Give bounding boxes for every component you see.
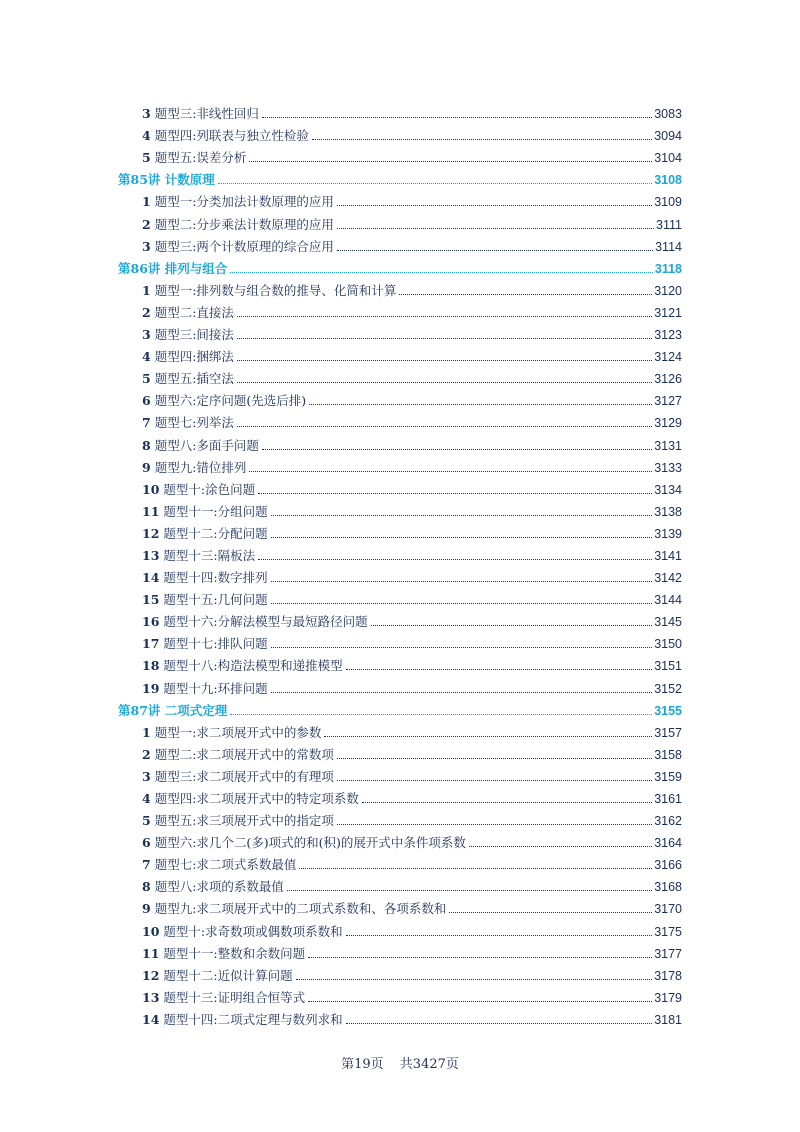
toc-item-entry[interactable] — [118, 608, 682, 630]
toc-entry-title: 题型二:分步乘法计数原理的应用 — [154, 216, 334, 232]
toc-entry-title: 计数原理 — [164, 172, 215, 188]
toc-dot-leader — [258, 558, 652, 560]
toc-dot-leader — [346, 1022, 653, 1024]
toc-entry-label — [142, 946, 308, 962]
toc-entry-title: 题型三:非线性回归 — [154, 106, 259, 122]
toc-dot-leader — [337, 823, 652, 825]
toc-entry-title: 题型五:插空法 — [154, 371, 234, 387]
toc-entry-title: 题型十一:整数和余数问题 — [163, 945, 306, 961]
toc-entry-title: 题型十四:数字排列 — [163, 570, 268, 586]
toc-item-entry[interactable] — [118, 520, 682, 542]
toc-item-entry[interactable] — [118, 564, 682, 586]
toc-item-entry[interactable] — [118, 343, 682, 365]
current-page-number: 第19页 — [341, 1057, 384, 1072]
toc-entry-page: 3145 — [654, 615, 682, 630]
toc-entry-label — [142, 106, 262, 122]
toc-entry-page: 3094 — [654, 129, 682, 144]
toc-item-entry[interactable] — [118, 741, 682, 763]
toc-item-entry[interactable] — [118, 476, 682, 498]
toc-entry-label — [142, 327, 237, 343]
toc-entry-number: 19 — [142, 680, 160, 696]
toc-item-entry[interactable] — [118, 321, 682, 343]
toc-entry-number: 第87讲 — [118, 702, 161, 718]
toc-dot-leader — [218, 182, 652, 184]
toc-entry-label — [142, 813, 337, 829]
toc-entry-page: 3150 — [654, 637, 682, 652]
toc-item-entry[interactable] — [118, 674, 682, 696]
toc-entry-title: 题型八:求项的系数最值 — [154, 879, 284, 895]
toc-entry-title: 题型六:求几个二(多)项式的和(积)的展开式中条件项系数 — [154, 835, 466, 851]
toc-entry-page: 3141 — [654, 548, 682, 563]
toc-entry-page: 3161 — [654, 792, 682, 806]
toc-entry-title: 题型十一:分组问题 — [163, 503, 268, 519]
toc-entry-title: 题型十六:分解法模型与最短路径问题 — [163, 614, 368, 630]
toc-entry-label — [118, 261, 230, 277]
toc-chapter-entry[interactable] — [118, 255, 682, 277]
toc-entry-title: 题型十八:构造法模型和递推模型 — [163, 658, 343, 674]
toc-dot-leader — [271, 514, 653, 516]
total-page-count: 共3427页 — [399, 1057, 459, 1072]
toc-entry-number: 3 — [142, 106, 151, 122]
toc-entry-label — [142, 990, 308, 1006]
toc-item-entry[interactable] — [118, 277, 682, 299]
toc-entry-page: 3151 — [654, 659, 682, 674]
table-of-contents — [118, 100, 682, 1028]
toc-entry-page: 3108 — [654, 173, 682, 188]
toc-entry-label — [142, 791, 362, 807]
toc-entry-number: 第86讲 — [118, 260, 161, 276]
toc-entry-label — [142, 349, 237, 365]
toc-entry-label — [142, 592, 271, 608]
toc-entry-page: 3138 — [654, 504, 682, 519]
toc-dot-leader — [258, 492, 652, 494]
toc-item-entry[interactable] — [118, 431, 682, 453]
toc-item-entry[interactable] — [118, 387, 682, 409]
toc-dot-leader — [237, 425, 652, 427]
toc-entry-label — [142, 526, 271, 542]
toc-entry-label — [142, 747, 337, 763]
toc-item-entry[interactable] — [118, 299, 682, 321]
toc-dot-leader — [287, 889, 652, 891]
toc-dot-leader — [230, 713, 652, 715]
toc-dot-leader — [262, 116, 652, 118]
toc-entry-title: 题型三:两个计数原理的综合应用 — [154, 238, 334, 254]
toc-entry-number: 7 — [142, 415, 151, 431]
toc-entry-page: 3134 — [654, 482, 682, 497]
toc-entry-title: 题型九:求二项展开式中的二项式系数和、各项系数和 — [154, 901, 447, 917]
toc-dot-leader — [271, 580, 653, 582]
toc-entry-title: 排列与组合 — [164, 260, 228, 276]
toc-entry-title: 题型五:求三项展开式中的指定项 — [154, 813, 334, 829]
toc-entry-label — [142, 879, 287, 895]
toc-entry-label — [142, 482, 258, 498]
toc-entry-page: 3142 — [654, 571, 682, 586]
toc-dot-leader — [237, 359, 652, 361]
toc-entry-number: 14 — [142, 1011, 160, 1027]
toc-entry-page: 3124 — [654, 350, 682, 365]
toc-entry-number: 3 — [142, 238, 151, 254]
toc-item-entry[interactable] — [118, 454, 682, 476]
toc-dot-leader — [262, 448, 652, 450]
toc-entry-number: 8 — [142, 879, 151, 895]
toc-item-entry[interactable] — [118, 652, 682, 674]
toc-entry-page: 3162 — [654, 814, 682, 829]
toc-entry-page: 3123 — [654, 328, 682, 343]
toc-entry-number: 2 — [142, 304, 151, 320]
toc-item-entry[interactable] — [118, 188, 682, 210]
toc-entry-number: 10 — [142, 481, 160, 497]
toc-entry-label — [142, 924, 346, 940]
toc-entry-page: 3126 — [654, 372, 682, 387]
toc-entry-number: 10 — [142, 923, 160, 939]
toc-entry-title: 题型八:多面手问题 — [154, 437, 259, 453]
toc-entry-page: 3144 — [654, 593, 682, 608]
toc-entry-number: 14 — [142, 570, 160, 586]
toc-dot-leader — [237, 381, 652, 383]
page-footer — [0, 1053, 800, 1072]
toc-entry-number: 13 — [142, 547, 160, 563]
toc-item-entry[interactable] — [118, 851, 682, 873]
toc-entry-label — [142, 968, 296, 984]
toc-entry-title: 题型四:求二项展开式中的特定项系数 — [154, 791, 359, 806]
toc-item-entry[interactable] — [118, 144, 682, 166]
toc-item-entry[interactable] — [118, 962, 682, 984]
toc-entry-page: 3168 — [654, 880, 682, 895]
toc-entry-number: 2 — [142, 746, 151, 762]
toc-entry-number: 5 — [142, 150, 151, 166]
toc-item-entry[interactable] — [118, 895, 682, 917]
toc-entry-number: 18 — [142, 658, 160, 674]
toc-entry-number: 5 — [142, 813, 151, 829]
toc-item-entry[interactable] — [118, 785, 682, 807]
toc-entry-number: 13 — [142, 989, 160, 1005]
toc-entry-label — [142, 217, 337, 233]
toc-entry-page: 3157 — [654, 725, 682, 740]
toc-item-entry[interactable] — [118, 829, 682, 851]
toc-entry-title: 题型一:排列数与组合数的推导、化简和计算 — [154, 282, 397, 298]
toc-entry-title: 题型十五:几何问题 — [163, 592, 268, 608]
toc-entry-title: 二项式定理 — [164, 702, 228, 718]
toc-entry-number: 12 — [142, 967, 160, 983]
toc-entry-label — [142, 901, 449, 917]
toc-entry-page: 3083 — [654, 107, 682, 122]
toc-entry-title: 题型七:求二项式系数最值 — [154, 857, 297, 873]
toc-entry-label — [142, 415, 237, 431]
toc-entry-title: 题型十:涂色问题 — [163, 481, 256, 497]
toc-item-entry[interactable] — [118, 940, 682, 962]
toc-entry-title: 题型十七:排队问题 — [163, 636, 268, 652]
toc-chapter-entry[interactable] — [118, 166, 682, 188]
toc-dot-leader — [449, 911, 652, 913]
toc-entry-page: 3129 — [654, 416, 682, 431]
toc-entry-title: 题型十二:近似计算问题 — [163, 967, 293, 983]
toc-entry-page: 3114 — [655, 239, 682, 254]
toc-entry-number: 8 — [142, 437, 151, 453]
toc-entry-label — [142, 857, 299, 873]
toc-entry-number: 9 — [142, 459, 151, 475]
toc-entry-title: 题型十九:环排问题 — [163, 680, 268, 696]
toc-entry-number: 12 — [142, 525, 160, 541]
toc-dot-leader — [399, 293, 652, 295]
toc-entry-title: 题型十:求奇数项或偶数项系数和 — [163, 923, 343, 939]
toc-entry-title: 题型十三:隔板法 — [163, 547, 256, 563]
toc-dot-leader — [337, 779, 652, 781]
toc-dot-leader — [237, 337, 652, 339]
toc-item-entry[interactable] — [118, 807, 682, 829]
toc-entry-title: 题型二:直接法 — [154, 304, 234, 320]
toc-entry-label — [118, 172, 218, 188]
toc-item-entry[interactable] — [118, 100, 682, 122]
toc-entry-page: 3170 — [654, 902, 682, 917]
toc-dot-leader — [271, 602, 653, 604]
toc-entry-page: 3175 — [654, 924, 682, 939]
toc-entry-label — [142, 769, 337, 785]
toc-entry-page: 3104 — [654, 151, 682, 166]
toc-item-entry[interactable] — [118, 917, 682, 939]
toc-entry-page: 3164 — [654, 836, 682, 851]
toc-dot-leader — [296, 978, 653, 980]
toc-entry-label — [118, 703, 230, 719]
toc-item-entry[interactable] — [118, 233, 682, 255]
toc-item-entry[interactable] — [118, 719, 682, 741]
toc-entry-page: 3166 — [654, 858, 682, 873]
toc-entry-label — [142, 393, 309, 409]
toc-entry-title: 题型一:求二项展开式中的参数 — [154, 724, 322, 740]
toc-entry-number: 7 — [142, 857, 151, 873]
toc-entry-title: 题型十二:分配问题 — [163, 525, 268, 541]
toc-entry-page: 3179 — [654, 990, 682, 1005]
toc-dot-leader — [308, 1000, 652, 1002]
toc-entry-title: 题型五:误差分析 — [154, 150, 247, 166]
toc-entry-number: 1 — [142, 724, 151, 740]
toc-item-entry[interactable] — [118, 122, 682, 144]
toc-entry-label — [142, 305, 237, 321]
toc-item-entry[interactable] — [118, 984, 682, 1006]
toc-dot-leader — [309, 403, 652, 405]
toc-entry-label — [142, 371, 237, 387]
toc-dot-leader — [249, 470, 652, 472]
toc-entry-page: 3118 — [654, 261, 682, 276]
toc-entry-title: 题型七:列举法 — [154, 415, 234, 431]
toc-entry-number: 4 — [142, 128, 151, 144]
toc-dot-leader — [324, 735, 652, 737]
toc-entry-title: 题型十四:二项式定理与数列求和 — [163, 1011, 343, 1027]
toc-item-entry[interactable] — [118, 409, 682, 431]
toc-entry-number: 16 — [142, 614, 160, 630]
toc-entry-page: 3131 — [654, 438, 682, 453]
toc-entry-title: 题型三:求二项展开式中的有理项 — [154, 768, 334, 784]
toc-entry-number: 11 — [142, 503, 160, 519]
toc-entry-page: 3177 — [654, 946, 682, 961]
toc-entry-page: 3133 — [654, 460, 682, 475]
toc-entry-number: 2 — [142, 216, 151, 232]
toc-item-entry[interactable] — [118, 210, 682, 232]
toc-entry-title: 题型二:求二项展开式中的常数项 — [154, 746, 334, 762]
toc-entry-page: 3120 — [654, 283, 682, 298]
toc-entry-label — [142, 570, 271, 586]
toc-entry-page: 3139 — [654, 526, 682, 541]
toc-entry-number: 第85讲 — [118, 172, 161, 188]
toc-dot-leader — [271, 691, 653, 693]
toc-item-entry[interactable] — [118, 498, 682, 520]
toc-dot-leader — [249, 160, 652, 162]
toc-dot-leader — [371, 624, 653, 626]
toc-dot-leader — [337, 757, 652, 759]
toc-entry-label — [142, 658, 346, 674]
toc-entry-label — [142, 128, 312, 144]
toc-entry-label — [142, 548, 258, 564]
toc-item-entry[interactable] — [118, 630, 682, 652]
toc-entry-title: 题型四:捆绑法 — [154, 349, 234, 365]
toc-entry-label — [142, 636, 271, 652]
toc-entry-label — [142, 835, 469, 851]
toc-entry-page: 3158 — [654, 747, 682, 762]
toc-entry-number: 3 — [142, 327, 151, 343]
toc-entry-number: 6 — [142, 835, 151, 851]
toc-entry-number: 1 — [142, 194, 151, 210]
toc-entry-page: 3178 — [654, 968, 682, 983]
toc-entry-label — [142, 725, 324, 741]
toc-item-entry[interactable] — [118, 1006, 682, 1028]
toc-entry-label — [142, 460, 249, 476]
toc-item-entry[interactable] — [118, 542, 682, 564]
toc-entry-label — [142, 150, 249, 166]
toc-entry-page: 3155 — [654, 703, 682, 718]
toc-entry-page: 3109 — [654, 195, 682, 210]
toc-entry-label — [142, 194, 337, 210]
toc-dot-leader — [230, 271, 653, 273]
toc-entry-label — [142, 614, 371, 630]
toc-entry-page: 3121 — [654, 305, 682, 320]
toc-dot-leader — [337, 249, 653, 251]
toc-entry-number: 4 — [142, 791, 151, 806]
toc-entry-title: 题型三:间接法 — [154, 327, 234, 343]
toc-entry-label — [142, 283, 399, 299]
toc-dot-leader — [308, 956, 652, 958]
toc-item-entry[interactable] — [118, 586, 682, 608]
toc-entry-number: 5 — [142, 371, 151, 387]
toc-dot-leader — [346, 934, 653, 936]
toc-entry-label — [142, 504, 271, 520]
toc-item-entry[interactable] — [118, 873, 682, 895]
toc-entry-number: 4 — [142, 349, 151, 365]
toc-dot-leader — [337, 204, 652, 206]
toc-entry-title: 题型四:列联表与独立性检验 — [154, 128, 309, 144]
toc-entry-number: 1 — [142, 282, 151, 298]
toc-dot-leader — [362, 801, 652, 803]
toc-entry-title: 题型九:错位排列 — [154, 459, 247, 475]
toc-item-entry[interactable] — [118, 763, 682, 785]
toc-dot-leader — [337, 227, 654, 229]
toc-item-entry[interactable] — [118, 365, 682, 387]
toc-entry-number: 15 — [142, 592, 160, 608]
toc-entry-number: 11 — [142, 945, 160, 961]
toc-entry-title: 题型六:定序问题(先选后排) — [154, 393, 307, 409]
toc-entry-page: 3152 — [654, 681, 682, 696]
toc-chapter-entry[interactable] — [118, 697, 682, 719]
toc-dot-leader — [271, 646, 653, 648]
toc-dot-leader — [346, 668, 653, 670]
toc-entry-label — [142, 239, 337, 255]
toc-entry-page: 3111 — [656, 217, 682, 232]
toc-entry-label — [142, 438, 262, 454]
toc-dot-leader — [237, 315, 652, 317]
toc-dot-leader — [312, 138, 652, 140]
toc-dot-leader — [271, 536, 653, 538]
toc-entry-title: 题型十三:证明组合恒等式 — [163, 989, 306, 1005]
toc-dot-leader — [299, 867, 652, 869]
toc-entry-page: 3127 — [654, 394, 682, 409]
toc-entry-number: 3 — [142, 768, 151, 784]
toc-entry-title: 题型一:分类加法计数原理的应用 — [154, 194, 334, 210]
toc-entry-page: 3181 — [654, 1012, 682, 1027]
toc-entry-page: 3159 — [654, 769, 682, 784]
toc-entry-number: 9 — [142, 901, 151, 917]
toc-entry-number: 6 — [142, 393, 151, 409]
toc-entry-number: 17 — [142, 636, 160, 652]
toc-dot-leader — [469, 845, 652, 847]
toc-entry-label — [142, 1012, 346, 1028]
toc-entry-label — [142, 681, 271, 697]
